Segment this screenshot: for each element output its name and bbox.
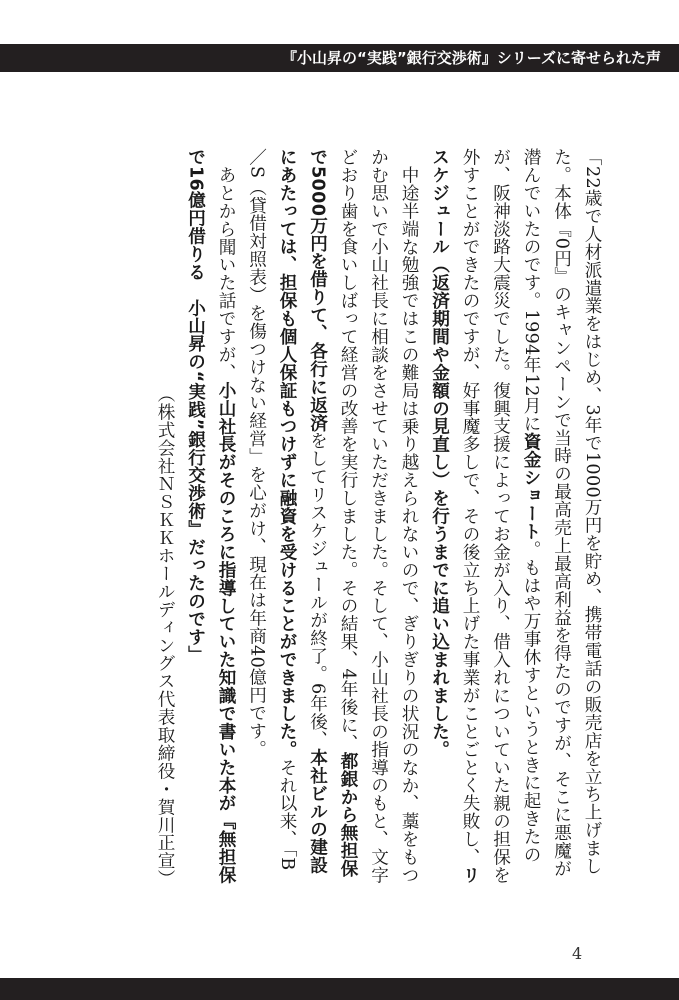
- text-segment: 中途半端な勉強ではこの難局は乗り越えられないので、ぎりぎりの状況のなか、藁をもつかむ思いで小山社長に相談をさせていただきました。そして、小山社長の指導のもと、文字どおり歯を食いしばって経営の改善を実行しました。その結果、4年後に、: [338, 148, 419, 884]
- text-segment: をしてリスケジュールが終了。6年後、: [307, 431, 328, 749]
- text-segment: あとから聞いた話ですが、: [216, 165, 236, 381]
- emphasis-text: 本社ビルの建設にあたっては、担保も個人保証もつけずに融資を受けることができました。: [277, 148, 328, 875]
- paragraph-1: [424, 148, 607, 888]
- emphasis-text: 小山社長がそのころに指導していた知識で書いた本が『無担保で16億円借りる 小山昇の“実践”銀行交渉術』だったのです」: [185, 148, 236, 884]
- paragraph-3: [180, 148, 241, 888]
- series-title: 『小山昇の“実践”銀行交渉術』シリーズに寄せられた声: [282, 49, 661, 67]
- text-segment: 。もはや万事休すというときに起きたのが、阪神淡路大震災でした。復興支援によってお金が入り、借入れについていた親の担保を外すことができたのですが、好事魔多しで、その後立ち上げた事業がことごとく失敗し、: [460, 148, 541, 884]
- paragraph-2: [241, 148, 424, 888]
- text-segment: それ以来、「B／S（貸借対照表）を傷つけない経営」を心がけ、現在は年商40億円です。: [246, 148, 297, 871]
- series-title-banner: [0, 44, 679, 72]
- text-segment: 「22歳で人材派遣業をはじめ、3年で1000万円を貯め、携帯電話の販売店を立ち上げました。本体『0円』のキャンペーンで当時の最高売上最高利益を得たのですが、そこに悪魔が潜んでいたのです。1994年12月に: [521, 148, 602, 878]
- emphasis-text: 都銀から無担保で5000万円を借りて、各行に返済: [307, 148, 358, 878]
- bottom-bar: [0, 978, 679, 1000]
- emphasis-text: 資金ショート: [521, 432, 541, 541]
- emphasis-text: リスケジュール（返済期間や金額の見直し）を行うまでに追い込まれました。: [429, 148, 480, 884]
- page-number: 4: [572, 944, 583, 963]
- testimonial-body: [137, 148, 607, 888]
- attribution: （株式会社ＮＳＫＫホールディングス代表取締役・賀川正宣）: [155, 385, 175, 888]
